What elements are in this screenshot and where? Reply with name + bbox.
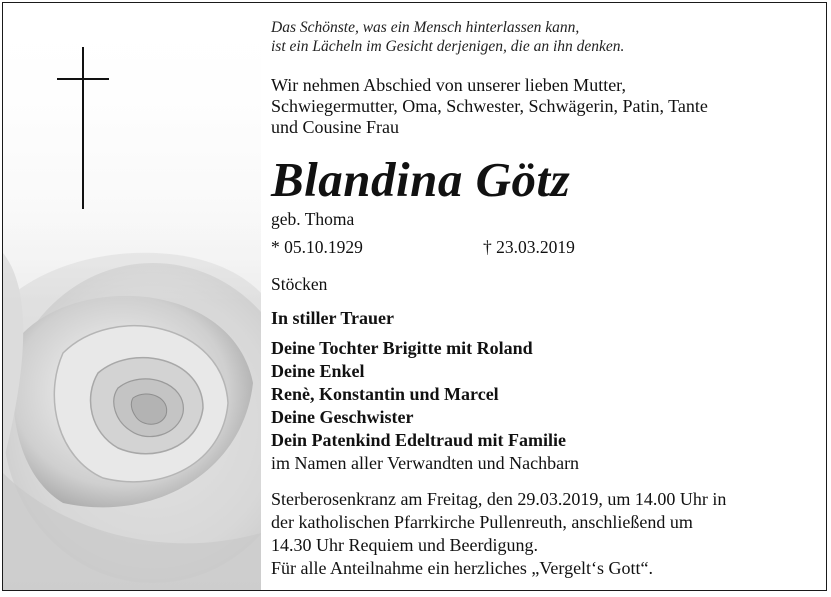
family-line: Deine Tochter Brigitte mit Roland <box>271 338 533 358</box>
image-panel <box>3 3 261 590</box>
family-line: Deine Enkel <box>271 361 365 381</box>
residence: Stöcken <box>271 274 328 294</box>
intro-text <box>271 75 708 138</box>
birth-date: * 05.10.1929 <box>271 237 363 257</box>
obituary-card <box>2 2 827 591</box>
quote-line: Das Schönste, was ein Mensch hinterlassen kann, <box>271 19 580 36</box>
deceased-name: Blandina Götz <box>271 152 571 207</box>
intro-line: und Cousine Frau <box>271 117 399 137</box>
epitaph-quote <box>271 18 624 56</box>
service-line: der katholischen Pfarrkirche Pullenreuth, anschließend um <box>271 512 693 532</box>
mourning-heading: In stiller Trauer <box>271 308 394 328</box>
death-date: † 23.03.2019 <box>483 237 575 257</box>
service-details <box>271 488 726 580</box>
intro-line: Schwiegermutter, Oma, Schwester, Schwägerin, Patin, Tante <box>271 96 708 116</box>
family-line: Deine Geschwister <box>271 407 414 427</box>
service-line: Sterberosenkranz am Freitag, den 29.03.2019, um 14.00 Uhr in <box>271 489 727 509</box>
family-line: Renè, Konstantin und Marcel <box>271 384 499 404</box>
family-line: im Namen aller Verwandten und Nachbarn <box>271 453 580 473</box>
service-line: Für alle Anteilnahme ein herzliches „Vergelt‘s Gott“. <box>271 558 654 578</box>
rose-image <box>3 3 261 590</box>
cross-icon <box>57 47 109 209</box>
family-line: Dein Patenkind Edeltraud mit Familie <box>271 430 567 450</box>
birth-name: geb. Thoma <box>271 209 355 229</box>
service-line: 14.30 Uhr Requiem und Beerdigung. <box>271 535 538 555</box>
family-list <box>271 337 579 475</box>
quote-line: ist ein Lächeln im Gesicht derjenigen, die an ihn denken. <box>271 38 625 55</box>
intro-line: Wir nehmen Abschied von unserer lieben Mutter, <box>271 75 626 95</box>
